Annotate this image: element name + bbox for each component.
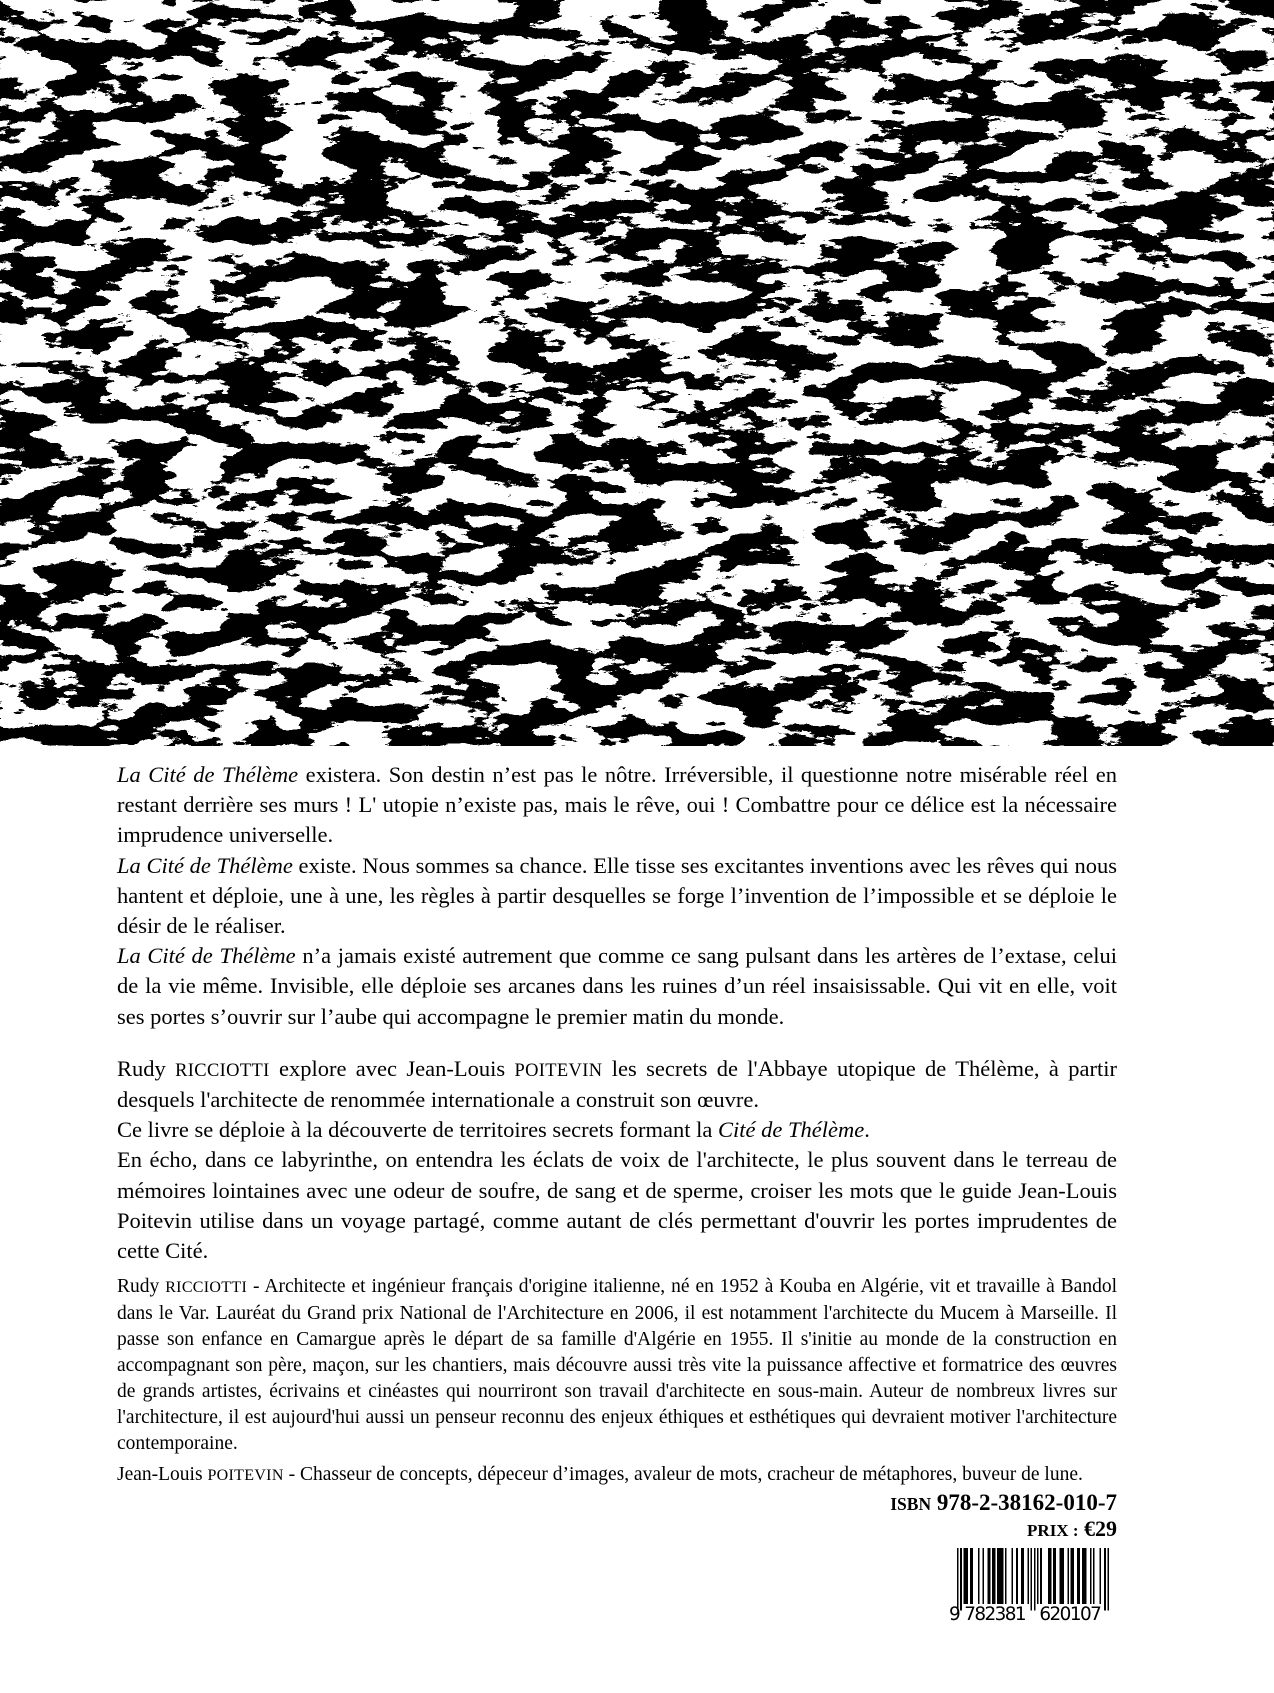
paragraph: En écho, dans ce labyrinthe, on entendra les éclats de voix de l'architecte, le plus souvent dans le terreau de mémoires lointaines avec une odeur de soufre, de sang et de sperme, croiser les mots que le guide Jean-Louis Poitevin utilise dans un voyage partagé, comme autant de clés permettant d'ouvrir les portes imprudentes de cette Cité. (117, 1147, 1117, 1264)
blurb-section (117, 760, 1117, 1032)
isbn-line (857, 1490, 1117, 1517)
cover-texture-image (0, 0, 1274, 746)
isbn-label: ISBN (890, 1494, 932, 1514)
back-cover-text (117, 760, 1117, 1489)
paragraph: Ce livre se déploie à la découverte de territoires secrets formant la Cité de Thélème. (117, 1117, 870, 1143)
paragraph: Rudy RICCIOTTI - Architecte et ingénieur français d'origine italienne, né en 1952 à Kouba en Algérie, vit et travaille à Bandol dans le Var. Lauréat du Grand prix National de l'Architecture en 2006, il est notamment l'architecte du Mucem à Marseille. Il passe son enfance en Camargue après le départ de sa famille d'Algérie en 1955. Il s'initie au monde de la construction en accompagnant son père, maçon, sur les chantiers, mais découvre aussi très vite la puissance affective et formatrice des œuvres de grands artistes, écrivains et cinéastes qui nourriront son travail d'architecte en sous-main. Auteur de nombreux livres sur l'architecture, il est aujourd'hui aussi un penseur reconnu des enjeux éthiques et esthétiques qui devraient motiver l'architecture contemporaine. (117, 1276, 1117, 1455)
presentation-section (117, 1054, 1117, 1266)
barcode-digit-group: 9 (949, 1604, 961, 1622)
paragraph: Rudy RICCIOTTI explore avec Jean-Louis POITEVIN les secrets de l'Abbaye utopique de Thélème, à partir desquels l'architecte de renommée internationale a construit son œuvre. (117, 1055, 1117, 1113)
paragraph: Jean-Louis POITEVIN - Chasseur de concepts, dépeceur d’images, avaleur de mots, cracheur de métaphores, buveur de lune. (117, 1464, 1083, 1486)
barcode-image (857, 1548, 1117, 1627)
price-line (857, 1517, 1117, 1543)
price-value: €29 (1084, 1516, 1117, 1541)
price-label: PRIX : (1027, 1521, 1079, 1540)
barcode-digit-group: 620107 (1039, 1604, 1102, 1622)
paragraph: La Cité de Thélème existera. Son destin n’est pas le nôtre. Irréversible, il questionne notre misérable réel en restant derrière ses murs ! L' utopie n’existe pas, mais le rêve, oui ! Combattre pour ce délice est la nécessaire imprudence universelle. (117, 762, 1117, 848)
paragraph: La Cité de Thélème n’a jamais existé autrement que comme ce sang pulsant dans les artères de l’extase, celui de la vie même. Invisible, elle déploie ses arcanes dans les ruines d’un réel insaisissable. Qui vit en elle, voit ses portes s’ouvrir sur l’aube qui accompagne le premier matin du monde. (117, 943, 1117, 1029)
paragraph: La Cité de Thélème existe. Nous sommes sa chance. Elle tisse ses excitantes inventions avec les rêves qui nous hantent et déploie, une à une, les règles à partir desquelles se forge l’invention de l’impossible et se déploie le désir de le réaliser. (117, 852, 1117, 939)
isbn-number: 978-2-38162-010-7 (936, 1490, 1117, 1515)
isbn-price-block (857, 1490, 1117, 1627)
author-bios-section (117, 1274, 1117, 1489)
barcode-digit-group: 782381 (964, 1604, 1027, 1622)
